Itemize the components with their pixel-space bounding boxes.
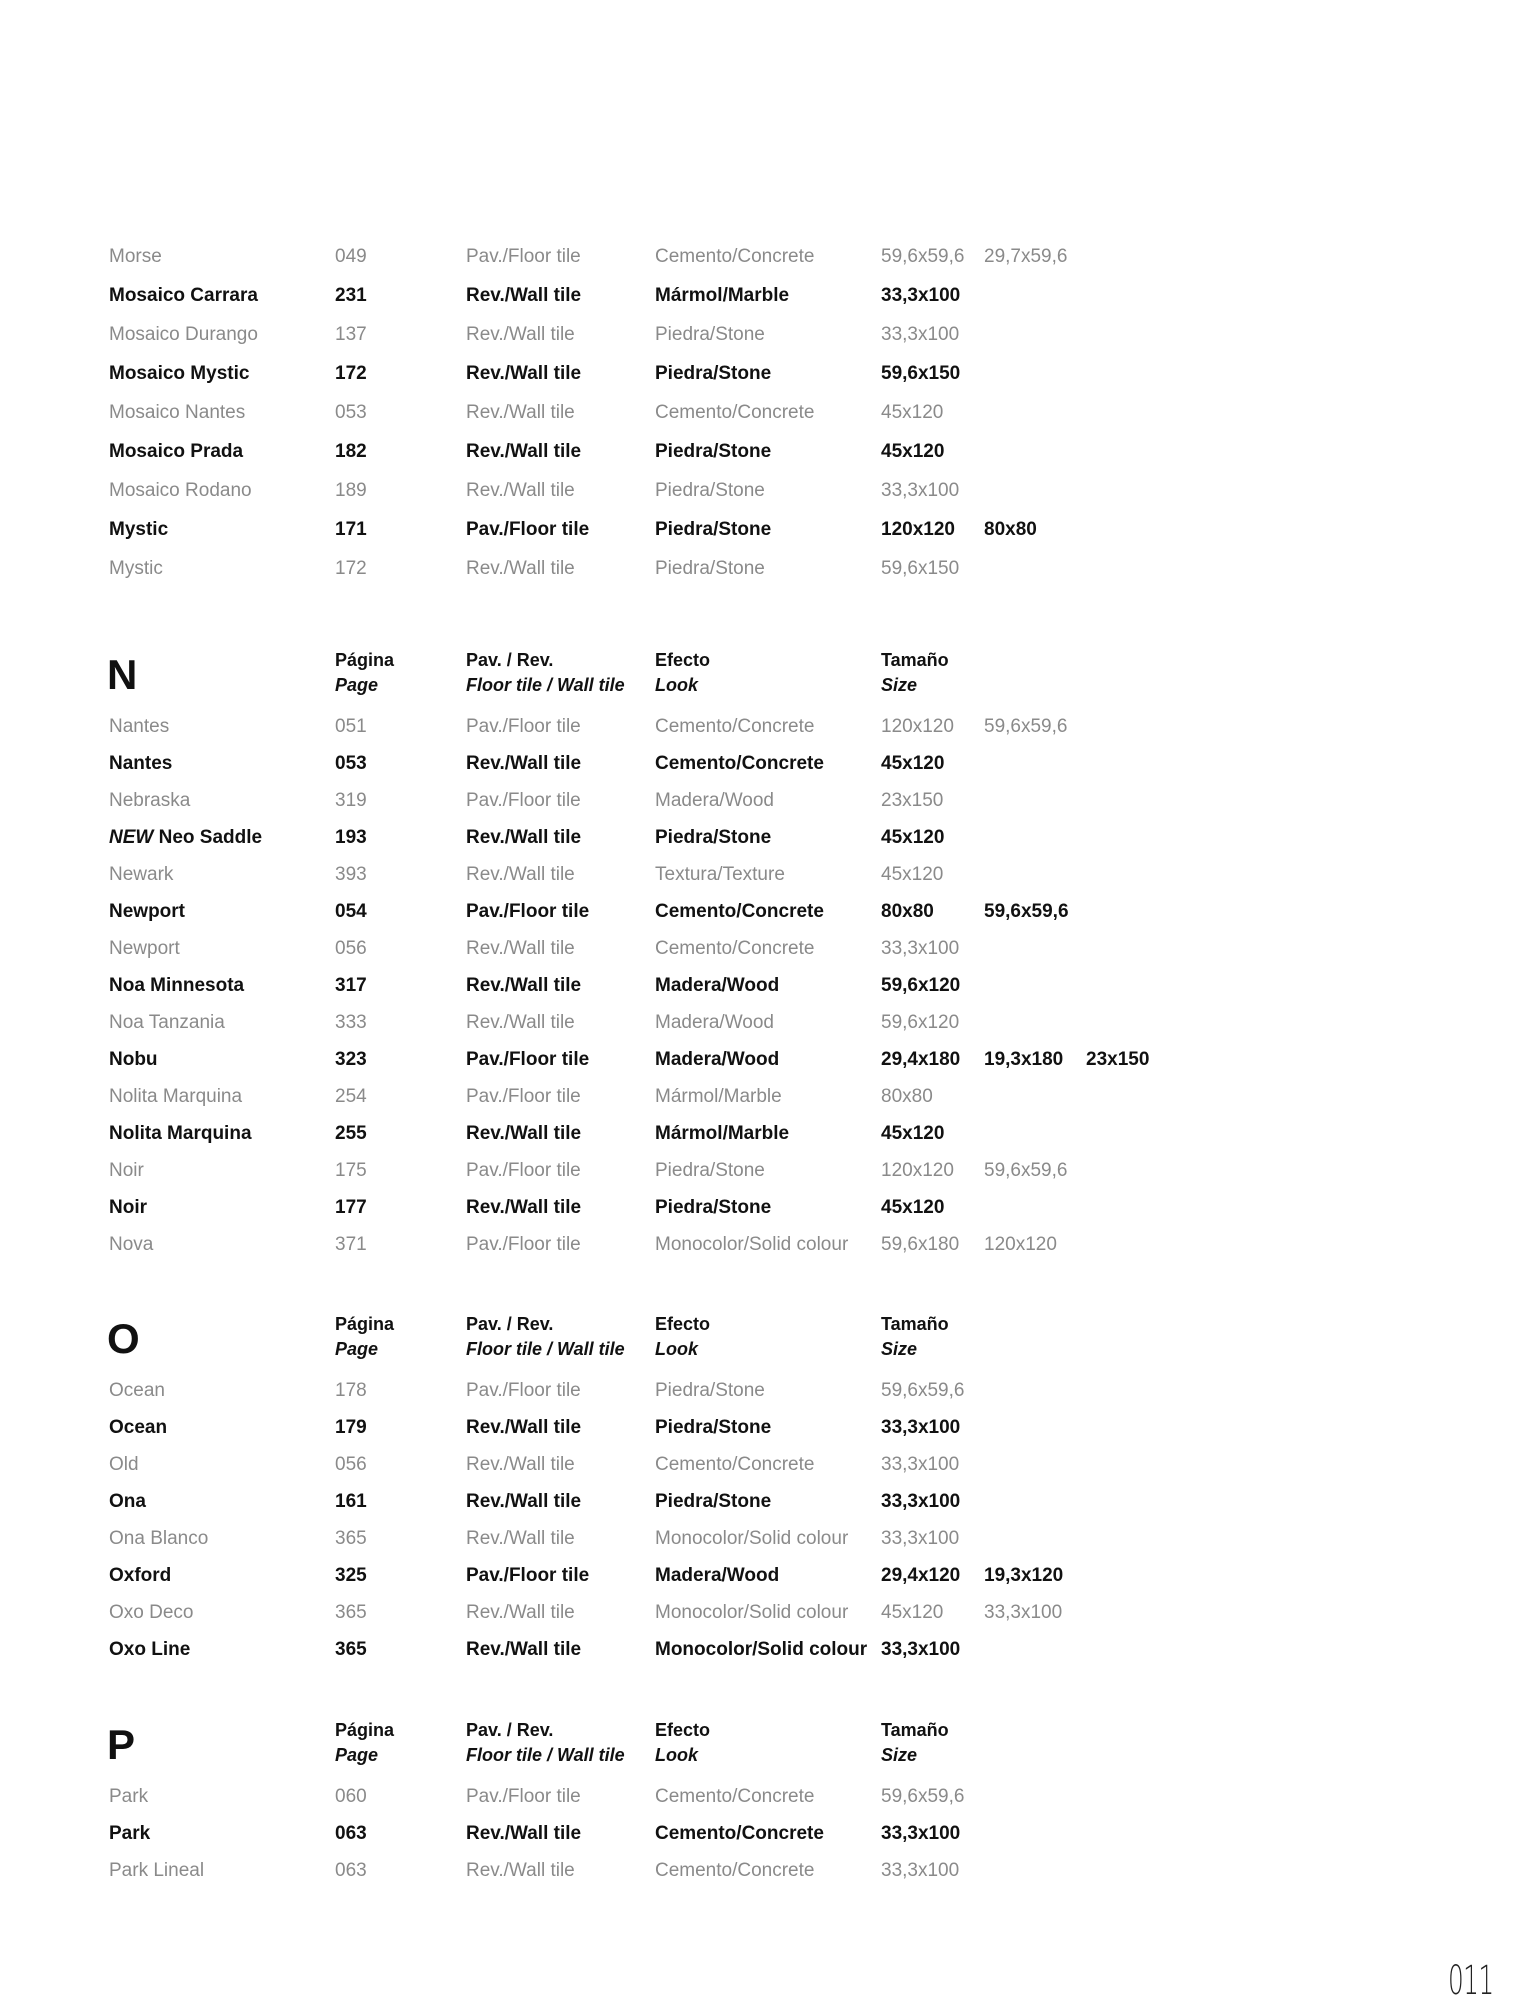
- product-name-cell: [109, 1119, 252, 1149]
- table-row: [0, 1782, 1527, 1812]
- tile-type: Rev./Wall tile: [466, 864, 575, 885]
- column-header-subtitle: Floor tile / Wall tile: [466, 1339, 625, 1359]
- tile-type: Rev./Wall tile: [466, 1639, 582, 1660]
- column-header-look: [655, 1312, 710, 1362]
- column-header-type: [466, 648, 625, 698]
- tile-look: Cemento/Concrete: [655, 1823, 824, 1844]
- product-name: Noir: [109, 1160, 144, 1181]
- product-name: Newport: [109, 938, 180, 959]
- page-ref: 060: [335, 1786, 367, 1807]
- product-name: Nova: [109, 1234, 154, 1255]
- tile-look: Monocolor/Solid colour: [655, 1528, 849, 1549]
- column-header-title: Página: [335, 1720, 395, 1740]
- table-row: [0, 1082, 1527, 1112]
- page-ref: 365: [335, 1602, 367, 1623]
- page-ref: 177: [335, 1197, 367, 1218]
- page-ref: 365: [335, 1528, 367, 1549]
- table-row: [0, 934, 1527, 964]
- tile-type: Pav./Floor tile: [466, 901, 590, 922]
- tile-look: Cemento/Concrete: [655, 753, 824, 774]
- tile-look: Cemento/Concrete: [655, 1786, 815, 1807]
- page-ref: 049: [335, 246, 367, 267]
- page-ref: 053: [335, 753, 367, 774]
- table-row: [0, 281, 1527, 311]
- size-2: 29,7x59,6: [984, 246, 1068, 267]
- product-name: Ona: [109, 1491, 146, 1512]
- tile-type: Pav./Floor tile: [466, 1049, 590, 1070]
- table-row: [0, 971, 1527, 1001]
- tile-type: Rev./Wall tile: [466, 285, 582, 306]
- product-name-cell: [109, 971, 244, 1001]
- product-name-cell: [109, 1819, 150, 1849]
- column-header-size: [881, 1718, 949, 1768]
- product-name: Newport: [109, 901, 185, 922]
- product-name: Mosaico Rodano: [109, 480, 252, 501]
- size-1: 59,6x59,6: [881, 1786, 965, 1807]
- column-header-title: Pav. / Rev.: [466, 1314, 554, 1334]
- tile-type: Rev./Wall tile: [466, 753, 582, 774]
- table-row: [0, 1524, 1527, 1554]
- tile-type: Pav./Floor tile: [466, 790, 581, 811]
- product-name: Mystic: [109, 558, 163, 579]
- column-header-type: [466, 1312, 625, 1362]
- product-name: Oxford: [109, 1565, 172, 1586]
- table-row: [0, 1856, 1527, 1886]
- tile-look: Piedra/Stone: [655, 1160, 765, 1181]
- tile-look: Madera/Wood: [655, 1565, 780, 1586]
- product-name-cell: [109, 1230, 153, 1260]
- column-header-subtitle: Look: [655, 1745, 698, 1765]
- product-name-cell: [109, 1156, 144, 1186]
- page-ref: 179: [335, 1417, 367, 1438]
- page-ref: 171: [335, 519, 367, 540]
- tile-type: Rev./Wall tile: [466, 402, 575, 423]
- page-ref: 063: [335, 1823, 367, 1844]
- table-row: [0, 860, 1527, 890]
- column-header-page: [335, 1718, 394, 1768]
- product-name: Oxo Line: [109, 1639, 191, 1660]
- column-header-subtitle: Page: [335, 1745, 379, 1765]
- tile-look: Cemento/Concrete: [655, 716, 815, 737]
- product-name: Mosaico Prada: [109, 441, 244, 462]
- product-name-cell: [109, 1487, 146, 1517]
- table-row: [0, 242, 1527, 272]
- tile-type: Rev./Wall tile: [466, 480, 575, 501]
- product-name-cell: [109, 823, 262, 853]
- size-1: 33,3x100: [881, 324, 960, 345]
- page-ref: 371: [335, 1234, 367, 1255]
- page-ref: 063: [335, 1860, 367, 1881]
- table-row: [0, 1008, 1527, 1038]
- size-1: 33,3x100: [881, 1528, 960, 1549]
- column-header-title: Página: [335, 650, 395, 670]
- tile-look: Piedra/Stone: [655, 441, 772, 462]
- size-1: 120x120: [881, 1160, 954, 1181]
- column-header-title: Tamaño: [881, 1314, 949, 1334]
- tile-look: Piedra/Stone: [655, 1197, 772, 1218]
- page-ref: 051: [335, 716, 367, 737]
- table-row: [0, 1045, 1527, 1075]
- size-1: 33,3x100: [881, 1417, 961, 1438]
- size-2: 19,3x180: [984, 1049, 1064, 1070]
- product-name: Ocean: [109, 1380, 165, 1401]
- section-letter: P: [107, 1721, 136, 1768]
- table-row: [0, 1561, 1527, 1591]
- tile-type: Rev./Wall tile: [466, 324, 575, 345]
- tile-look: Piedra/Stone: [655, 519, 772, 540]
- tile-type: Pav./Floor tile: [466, 1160, 581, 1181]
- page-ref: 317: [335, 975, 367, 996]
- size-1: 59,6x59,6: [881, 1380, 965, 1401]
- table-row: [0, 1819, 1527, 1849]
- table-row: [0, 359, 1527, 389]
- size-1: 59,6x120: [881, 975, 961, 996]
- product-name: Old: [109, 1454, 139, 1475]
- column-header-type: [466, 1718, 625, 1768]
- size-1: 80x80: [881, 1086, 933, 1107]
- tile-look: Piedra/Stone: [655, 1417, 772, 1438]
- table-row: [0, 749, 1527, 779]
- size-1: 120x120: [881, 519, 955, 540]
- column-header-subtitle: Size: [881, 675, 918, 695]
- tile-look: Cemento/Concrete: [655, 1860, 815, 1881]
- tile-look: Piedra/Stone: [655, 558, 765, 579]
- tile-type: Pav./Floor tile: [466, 1565, 590, 1586]
- size-1: 45x120: [881, 1123, 945, 1144]
- product-name: Nebraska: [109, 790, 191, 811]
- product-name: Morse: [109, 246, 162, 267]
- tile-look: Cemento/Concrete: [655, 402, 815, 423]
- tile-look: Cemento/Concrete: [655, 246, 815, 267]
- product-name-cell: [109, 1635, 190, 1665]
- tile-type: Pav./Floor tile: [466, 519, 590, 540]
- product-name-cell: [109, 934, 180, 964]
- size-1: 45x120: [881, 402, 944, 423]
- table-row: [0, 1376, 1527, 1406]
- tile-type: Rev./Wall tile: [466, 441, 582, 462]
- page-ref: 054: [335, 901, 367, 922]
- column-header-size: [881, 648, 949, 698]
- table-row: [0, 786, 1527, 816]
- size-1: 33,3x100: [881, 1860, 960, 1881]
- tile-look: Textura/Texture: [655, 864, 785, 885]
- column-header-title: Tamaño: [881, 1720, 949, 1740]
- size-1: 23x150: [881, 790, 944, 811]
- table-row: [0, 823, 1527, 853]
- product-name: Park: [109, 1823, 151, 1844]
- page-ref: 161: [335, 1491, 367, 1512]
- product-name: Noa Minnesota: [109, 975, 245, 996]
- page-ref: 193: [335, 827, 367, 848]
- tile-look: Piedra/Stone: [655, 324, 765, 345]
- tile-type: Rev./Wall tile: [466, 1491, 582, 1512]
- size-1: 59,6x59,6: [881, 246, 965, 267]
- product-name: Park Lineal: [109, 1860, 205, 1881]
- column-header-subtitle: Floor tile / Wall tile: [466, 675, 625, 695]
- page-ref: 231: [335, 285, 367, 306]
- size-2: 59,6x59,6: [984, 1160, 1068, 1181]
- product-name-cell: [109, 1450, 139, 1480]
- tile-type: Rev./Wall tile: [466, 1012, 575, 1033]
- product-name: Nolita Marquina: [109, 1086, 243, 1107]
- column-header-title: Efecto: [655, 1314, 711, 1334]
- tile-look: Madera/Wood: [655, 1049, 780, 1070]
- size-1: 33,3x100: [881, 285, 961, 306]
- table-row: [0, 1487, 1527, 1517]
- table-row: [0, 515, 1527, 545]
- column-header-subtitle: Page: [335, 1339, 379, 1359]
- column-header-subtitle: Look: [655, 675, 698, 695]
- product-name-cell: [109, 1561, 171, 1591]
- size-1: 120x120: [881, 716, 954, 737]
- page-ref: 333: [335, 1012, 367, 1033]
- page-ref: 365: [335, 1639, 367, 1660]
- tile-look: Madera/Wood: [655, 1012, 774, 1033]
- table-row: [0, 897, 1527, 927]
- tile-type: Rev./Wall tile: [466, 975, 582, 996]
- size-1: 29,4x120: [881, 1565, 961, 1586]
- size-1: 33,3x100: [881, 1491, 961, 1512]
- product-name: Ona Blanco: [109, 1528, 209, 1549]
- table-row: [0, 437, 1527, 467]
- product-name-cell: [109, 1376, 165, 1406]
- product-name: Mosaico Carrara: [109, 285, 258, 306]
- product-name: Mosaico Durango: [109, 324, 258, 345]
- tile-type: Pav./Floor tile: [466, 1086, 581, 1107]
- product-name-cell: [109, 1008, 225, 1038]
- product-name: Newark: [109, 864, 174, 885]
- product-name: Nolita Marquina: [109, 1123, 252, 1144]
- page-ref: 053: [335, 402, 367, 423]
- page-ref: 393: [335, 864, 367, 885]
- column-header-look: [655, 648, 710, 698]
- tile-look: Cemento/Concrete: [655, 901, 824, 922]
- tile-type: Rev./Wall tile: [466, 1602, 575, 1623]
- section-letter: O: [107, 1315, 140, 1362]
- column-header-title: Página: [335, 1314, 395, 1334]
- page-ref: 056: [335, 1454, 367, 1475]
- tile-type: Pav./Floor tile: [466, 246, 581, 267]
- size-2: 59,6x59,6: [984, 716, 1068, 737]
- tile-look: Mármol/Marble: [655, 1123, 790, 1144]
- tile-look: Monocolor/Solid colour: [655, 1639, 868, 1660]
- product-name-cell: [109, 1782, 148, 1812]
- tile-type: Rev./Wall tile: [466, 1528, 575, 1549]
- tile-look: Piedra/Stone: [655, 1380, 765, 1401]
- page-ref: 182: [335, 441, 367, 462]
- tile-look: Cemento/Concrete: [655, 938, 815, 959]
- product-name-cell: [109, 712, 169, 742]
- tile-type: Rev./Wall tile: [466, 1860, 575, 1881]
- size-1: 59,6x120: [881, 1012, 960, 1033]
- size-1: 33,3x100: [881, 1639, 961, 1660]
- tile-type: Rev./Wall tile: [466, 558, 575, 579]
- tile-type: Rev./Wall tile: [466, 363, 582, 384]
- product-name: Nobu: [109, 1049, 158, 1070]
- tile-type: Rev./Wall tile: [466, 827, 582, 848]
- size-1: 45x120: [881, 753, 945, 774]
- table-row: [0, 398, 1527, 428]
- page-ref: 254: [335, 1086, 367, 1107]
- product-name: Park: [109, 1786, 149, 1807]
- tile-type: Rev./Wall tile: [466, 1417, 582, 1438]
- product-name-cell: [109, 1856, 204, 1886]
- product-name-cell: [109, 897, 185, 927]
- product-name-cell: [109, 749, 172, 779]
- table-row: [0, 1156, 1527, 1186]
- size-2: 80x80: [984, 519, 1037, 540]
- size-1: 33,3x100: [881, 1454, 960, 1475]
- tile-look: Cemento/Concrete: [655, 1454, 815, 1475]
- table-row: [0, 1450, 1527, 1480]
- table-row: [0, 712, 1527, 742]
- section-letter: N: [107, 651, 138, 698]
- size-1: 59,6x150: [881, 363, 961, 384]
- tile-look: Piedra/Stone: [655, 827, 772, 848]
- page-ref: 178: [335, 1380, 367, 1401]
- page-ref: 325: [335, 1565, 367, 1586]
- table-row: [0, 1193, 1527, 1223]
- column-header-subtitle: Look: [655, 1339, 698, 1359]
- tile-type: Pav./Floor tile: [466, 1380, 581, 1401]
- page-ref: 172: [335, 363, 367, 384]
- tile-look: Mármol/Marble: [655, 1086, 782, 1107]
- column-header-size: [881, 1312, 949, 1362]
- table-row: [0, 1413, 1527, 1443]
- tile-type: Rev./Wall tile: [466, 1454, 575, 1475]
- tile-look: Monocolor/Solid colour: [655, 1602, 849, 1623]
- size-1: 59,6x180: [881, 1234, 960, 1255]
- column-header-subtitle: Size: [881, 1339, 918, 1359]
- tile-type: Rev./Wall tile: [466, 1823, 582, 1844]
- product-name: Mystic: [109, 519, 169, 540]
- table-row: [0, 1230, 1527, 1260]
- table-row: [0, 554, 1527, 584]
- size-1: 59,6x150: [881, 558, 960, 579]
- product-name: Nantes: [109, 716, 170, 737]
- page-ref: 056: [335, 938, 367, 959]
- product-name: Noir: [109, 1197, 147, 1218]
- product-name: Nantes: [109, 753, 173, 774]
- column-header-look: [655, 1718, 710, 1768]
- size-1: 29,4x180: [881, 1049, 961, 1070]
- page-ref: 175: [335, 1160, 367, 1181]
- size-1: 45x120: [881, 441, 945, 462]
- product-name-cell: [109, 1524, 208, 1554]
- table-row: [0, 320, 1527, 350]
- product-name-cell: [109, 1413, 167, 1443]
- size-1: 33,3x100: [881, 938, 960, 959]
- product-name: Oxo Deco: [109, 1602, 194, 1623]
- product-name: Ocean: [109, 1417, 168, 1438]
- size-1: 33,3x100: [881, 480, 960, 501]
- size-2: 59,6x59,6: [984, 901, 1069, 922]
- tile-type: Rev./Wall tile: [466, 1123, 582, 1144]
- page-ref: 255: [335, 1123, 367, 1144]
- product-name-cell: [109, 786, 190, 816]
- tile-look: Piedra/Stone: [655, 480, 765, 501]
- size-1: 45x120: [881, 1602, 944, 1623]
- column-header-subtitle: Floor tile / Wall tile: [466, 1745, 625, 1765]
- size-1: 45x120: [881, 864, 944, 885]
- column-header-title: Pav. / Rev.: [466, 1720, 554, 1740]
- tile-type: Pav./Floor tile: [466, 1234, 581, 1255]
- product-name-cell: [109, 1598, 193, 1628]
- column-header-page: [335, 1312, 394, 1362]
- size-2: 120x120: [984, 1234, 1057, 1255]
- new-badge: NEW: [109, 827, 154, 848]
- product-name: Noa Tanzania: [109, 1012, 225, 1033]
- column-header-page: [335, 648, 394, 698]
- size-1: 80x80: [881, 901, 934, 922]
- column-header-title: Pav. / Rev.: [466, 650, 554, 670]
- tile-type: Pav./Floor tile: [466, 1786, 581, 1807]
- product-name-cell: [109, 1045, 158, 1075]
- tile-type: Pav./Floor tile: [466, 716, 581, 737]
- tile-type: Rev./Wall tile: [466, 938, 575, 959]
- product-name: Mosaico Mystic: [109, 363, 250, 384]
- product-name: Mosaico Nantes: [109, 402, 246, 423]
- page-ref: 189: [335, 480, 367, 501]
- table-row: [0, 1598, 1527, 1628]
- table-row: [0, 1119, 1527, 1149]
- tile-look: Monocolor/Solid colour: [655, 1234, 849, 1255]
- size-2: 33,3x100: [984, 1602, 1063, 1623]
- page-number: 011: [1448, 1958, 1494, 2004]
- page-ref: 319: [335, 790, 367, 811]
- tile-look: Piedra/Stone: [655, 1491, 772, 1512]
- tile-type: Rev./Wall tile: [466, 1197, 582, 1218]
- size-1: 45x120: [881, 1197, 945, 1218]
- product-name: Neo Saddle: [158, 827, 263, 848]
- column-header-subtitle: Size: [881, 1745, 918, 1765]
- table-row: [0, 476, 1527, 506]
- table-row: [0, 1635, 1527, 1665]
- size-2: 19,3x120: [984, 1565, 1064, 1586]
- column-header-title: Efecto: [655, 650, 711, 670]
- column-header-title: Efecto: [655, 1720, 711, 1740]
- tile-look: Mármol/Marble: [655, 285, 790, 306]
- tile-look: Piedra/Stone: [655, 363, 772, 384]
- product-name-cell: [109, 1193, 147, 1223]
- page-ref: 323: [335, 1049, 367, 1070]
- page-ref: 172: [335, 558, 367, 579]
- page-ref: 137: [335, 324, 367, 345]
- size-1: 45x120: [881, 827, 945, 848]
- column-header-title: Tamaño: [881, 650, 949, 670]
- size-3: 23x150: [1086, 1049, 1150, 1070]
- product-name-cell: [109, 1082, 242, 1112]
- product-name-cell: [109, 860, 173, 890]
- size-1: 33,3x100: [881, 1823, 961, 1844]
- column-header-subtitle: Page: [335, 675, 379, 695]
- tile-look: Madera/Wood: [655, 790, 774, 811]
- tile-look: Madera/Wood: [655, 975, 780, 996]
